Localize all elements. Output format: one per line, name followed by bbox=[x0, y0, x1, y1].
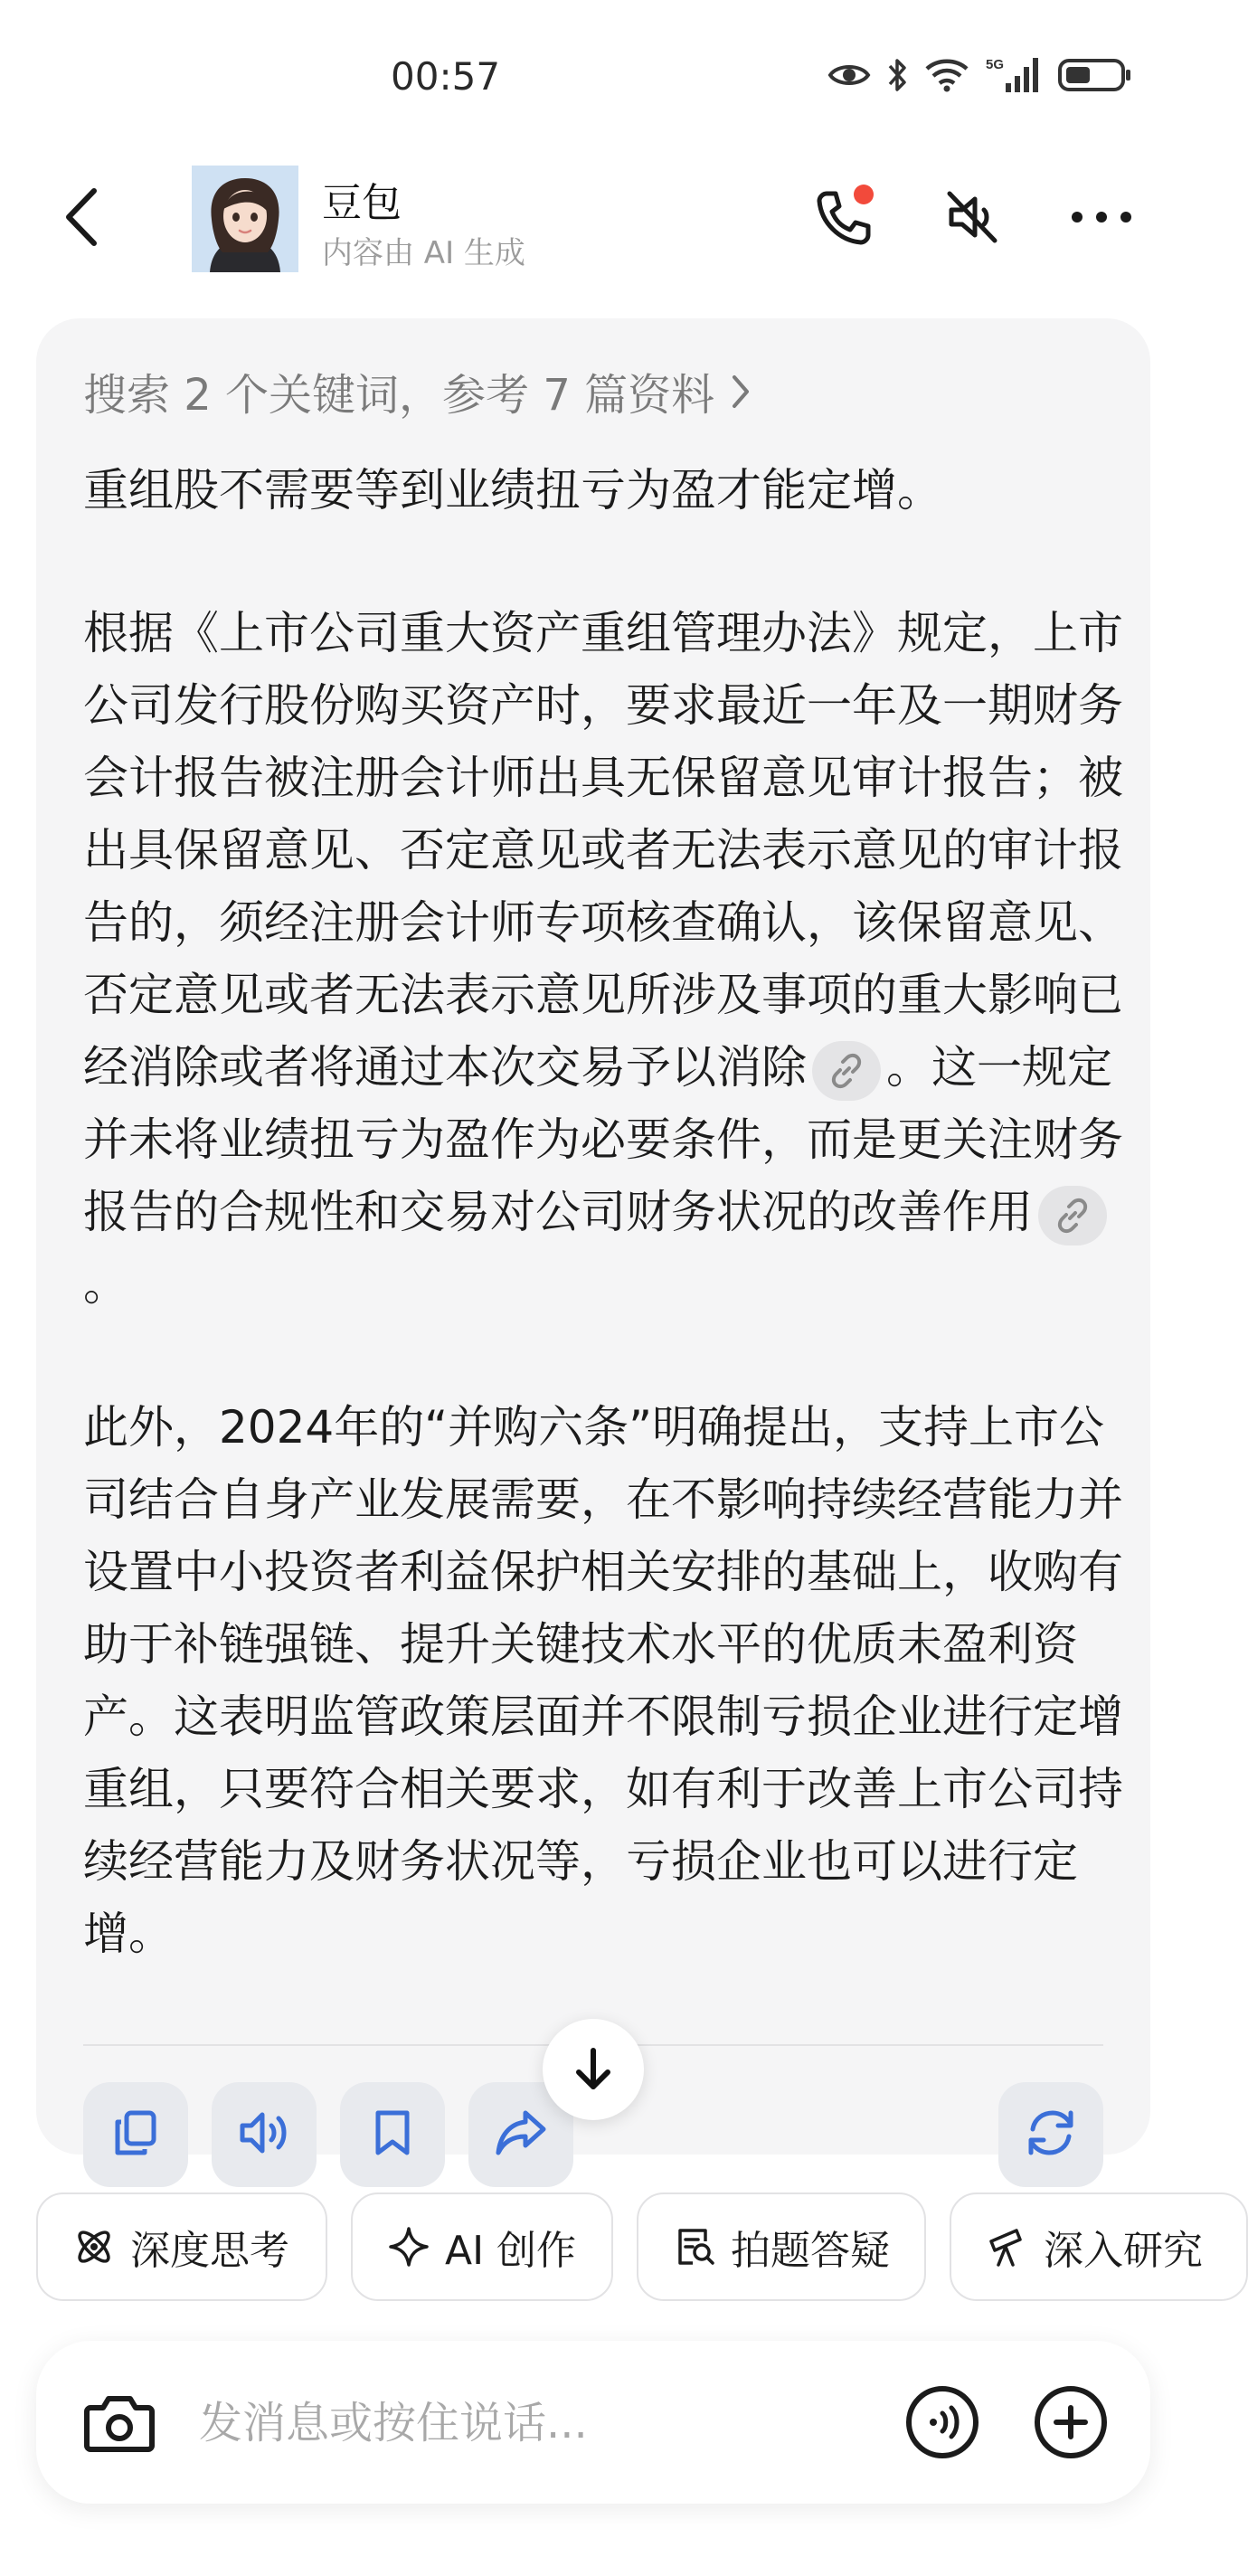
avatar[interactable] bbox=[192, 166, 298, 272]
read-aloud-button[interactable] bbox=[212, 2082, 317, 2187]
message-input-bar bbox=[36, 2341, 1150, 2504]
chip-deep-thinking[interactable] bbox=[36, 2192, 327, 2301]
svg-text:5G: 5G bbox=[986, 57, 1005, 72]
chat-header bbox=[0, 154, 1187, 280]
chip-deep-research[interactable] bbox=[950, 2192, 1248, 2301]
chip-photo-answer[interactable] bbox=[637, 2192, 926, 2301]
back-button[interactable] bbox=[45, 181, 118, 253]
message-paragraph-1: 重组股不需要等到业绩扭亏为盈才能定增。 bbox=[83, 464, 942, 516]
ai-message-card bbox=[36, 318, 1150, 2155]
photo-search-icon bbox=[673, 2225, 716, 2268]
bookmark-button[interactable] bbox=[340, 2082, 445, 2187]
chip-label: 拍题答疑 bbox=[731, 2228, 890, 2274]
eye-icon bbox=[828, 62, 870, 89]
arrow-down-icon bbox=[573, 2047, 613, 2092]
citation-link-1[interactable] bbox=[812, 1041, 881, 1101]
voice-call-button[interactable] bbox=[805, 179, 881, 255]
link-icon bbox=[1054, 1197, 1092, 1235]
telescope-icon bbox=[986, 2225, 1029, 2268]
status-time: 00:57 bbox=[391, 54, 501, 99]
signal-5g-icon bbox=[986, 56, 1042, 94]
bluetooth-icon bbox=[886, 57, 908, 93]
status-bar bbox=[0, 0, 1187, 154]
message-paragraph-2 bbox=[83, 597, 1123, 1321]
copy-button[interactable] bbox=[83, 2082, 188, 2187]
camera-icon bbox=[83, 2390, 156, 2455]
chip-label: 深度思考 bbox=[130, 2228, 289, 2274]
add-attachment-button[interactable] bbox=[1031, 2382, 1111, 2462]
sparkle-icon bbox=[387, 2225, 430, 2268]
bot-name: 豆包 bbox=[322, 180, 402, 226]
speaker-muted-icon bbox=[942, 188, 1000, 246]
copy-icon bbox=[110, 2107, 161, 2158]
citation-link-2[interactable] bbox=[1038, 1186, 1107, 1245]
voice-input-button[interactable] bbox=[903, 2382, 982, 2462]
regenerate-button[interactable] bbox=[998, 2082, 1103, 2187]
more-button[interactable] bbox=[1064, 179, 1139, 255]
message-paragraph-2-part-c: 。 bbox=[83, 1258, 128, 1311]
share-icon bbox=[495, 2107, 547, 2158]
regenerate-icon bbox=[1024, 2107, 1078, 2158]
message-input[interactable] bbox=[197, 2386, 888, 2460]
chevron-left-icon bbox=[61, 187, 101, 247]
chip-label: AI 创作 bbox=[445, 2228, 577, 2274]
battery-icon bbox=[1058, 57, 1132, 93]
message-body bbox=[83, 454, 1123, 2041]
message-paragraph-2-part-a: 根据《上市公司重大资产重组管理办法》规定，上市公司发行股份购买资产时，要求最近一年及一期财务会计报告被注册会计师出具无保留意见审计报告；被出具保留意见、否定意见或者无法表示意见的审计报告的，须经注册会计师专项核查确认，该保留意见、否定意见或者无法表示意见所涉及事项的重大影响已经消除或者将通过本次交易予以消除 bbox=[83, 607, 1123, 1094]
notification-dot bbox=[854, 185, 874, 204]
ai-generated-note: 内容由 AI 生成 bbox=[322, 235, 525, 271]
chevron-right-icon bbox=[731, 374, 751, 410]
search-summary-text: 搜索 2 个关键词，参考 7 篇资料 bbox=[83, 370, 715, 421]
status-icons bbox=[828, 56, 1132, 94]
voice-wave-icon bbox=[904, 2384, 980, 2460]
link-icon bbox=[827, 1052, 865, 1090]
bookmark-icon bbox=[371, 2107, 414, 2158]
search-summary-link[interactable] bbox=[83, 360, 751, 422]
plus-circle-icon bbox=[1033, 2384, 1109, 2460]
chip-label: 深入研究 bbox=[1044, 2228, 1203, 2274]
message-paragraph-3: 此外，2024年的“并购六条”明确提出，支持上市公司结合自身产业发展需要，在不影响持续经营能力并设置中小投资者利益保护相关安排的基础上，收购有助于补链强链、提升关键技术水平的优质未盈利资产。这表明监管政策层面并不限制亏损企业进行定增重组，只要符合相关要求，如有利于改善上市公司持续经营能力及财务状况等，亏损企业也可以进行定增。 bbox=[83, 1401, 1123, 1960]
atom-icon bbox=[72, 2225, 116, 2268]
mute-button[interactable] bbox=[933, 179, 1009, 255]
chip-ai-creation[interactable] bbox=[351, 2192, 613, 2301]
message-paragraph-2-part-b: 。这一规定并未将业绩扭亏为盈作为必要条件，而是更关注财务报告的合规性和交易对公司财务状况的改善作用 bbox=[83, 1041, 1123, 1238]
camera-button[interactable] bbox=[78, 2381, 161, 2464]
scroll-to-bottom-button[interactable] bbox=[543, 2019, 644, 2120]
more-dots-icon bbox=[1070, 208, 1133, 226]
quick-action-chips bbox=[36, 2192, 1203, 2305]
wifi-icon bbox=[924, 58, 969, 92]
speaker-icon bbox=[237, 2107, 291, 2158]
